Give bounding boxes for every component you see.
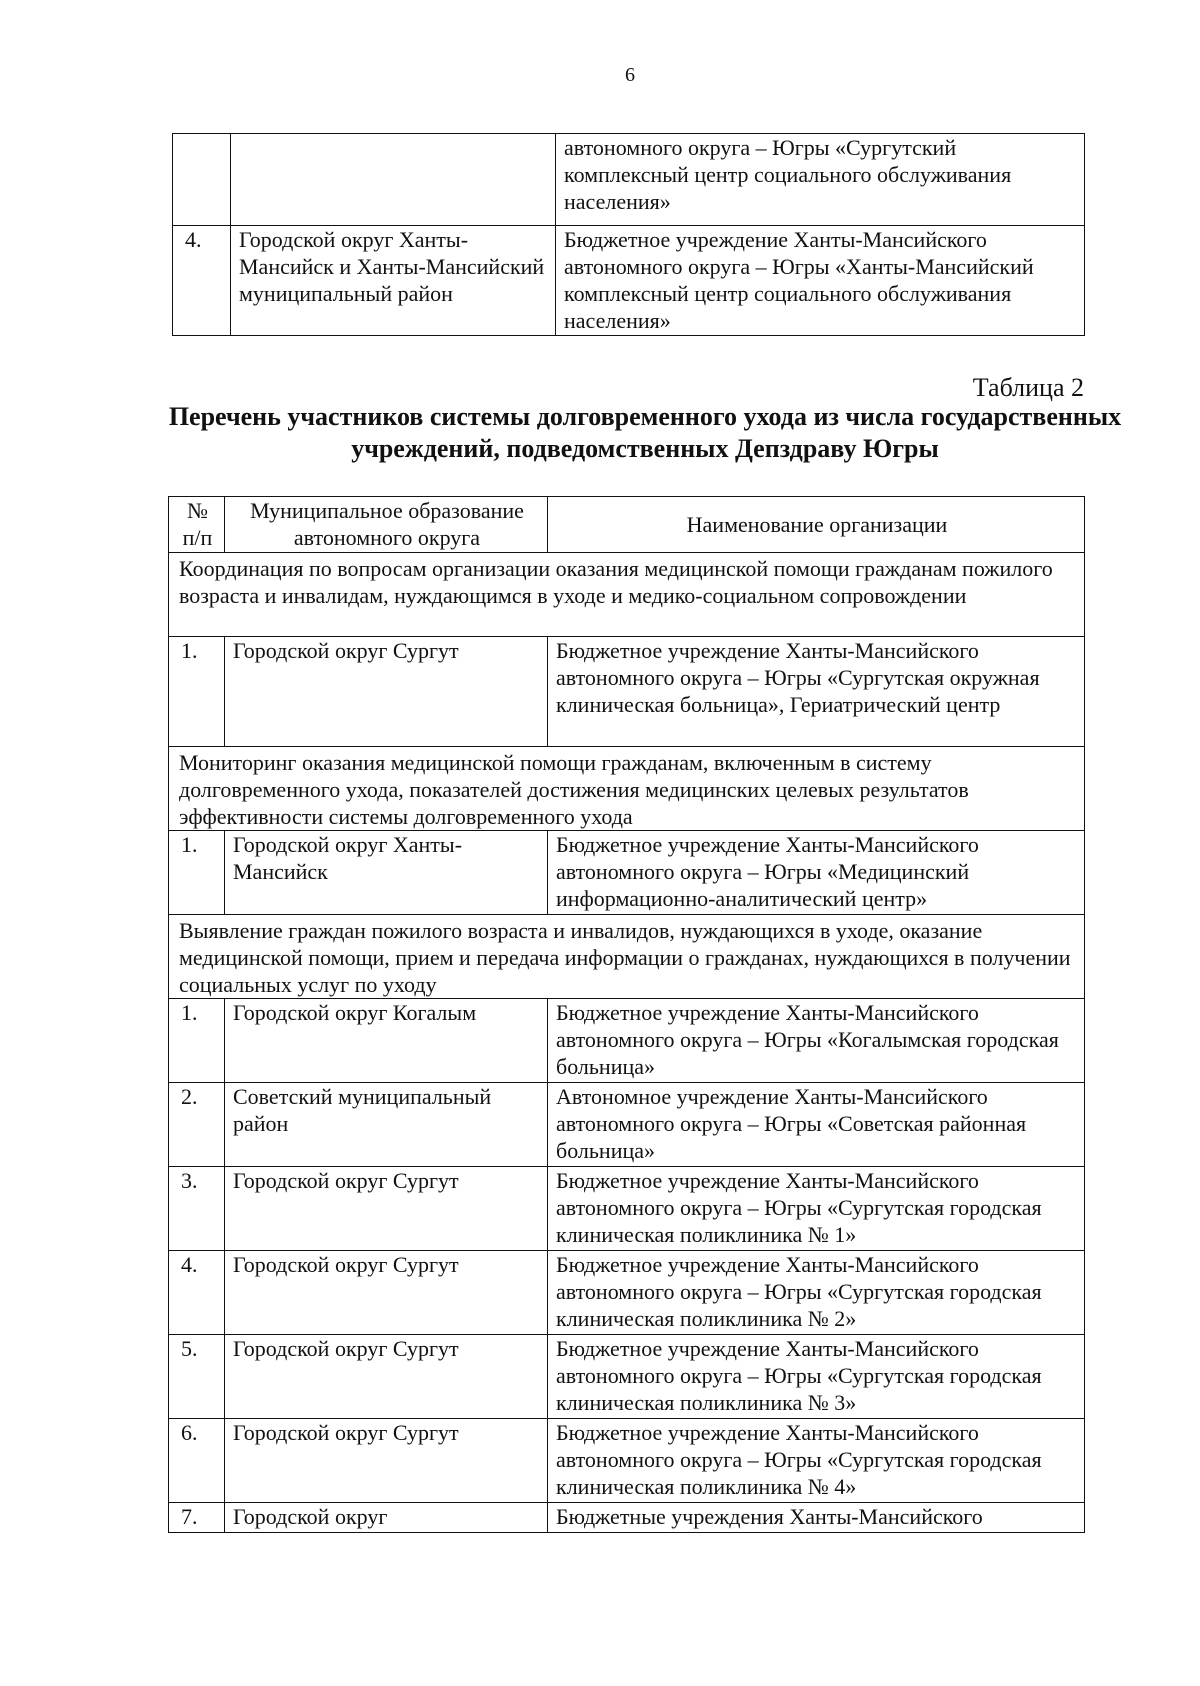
header-num: № п/п	[169, 497, 225, 553]
municipality-cell: Городской округ Сургут	[225, 637, 548, 747]
table-row	[169, 1503, 1085, 1533]
table-row	[169, 1251, 1085, 1335]
organization-cell: Автономное учреждение Ханты-Мансийского автономного округа – Югры «Советская районная больница»	[548, 1083, 1085, 1167]
page-number: 6	[625, 64, 635, 86]
row-number: 1.	[169, 999, 225, 1083]
row-number: 7.	[169, 1503, 225, 1533]
table-row	[173, 134, 1085, 226]
section-row	[169, 747, 1085, 831]
row-number: 1.	[169, 831, 225, 915]
row-number: 4.	[169, 1251, 225, 1335]
municipality-cell: Городской округ Когалым	[225, 999, 548, 1083]
table-caption: Таблица 2	[972, 373, 1084, 402]
organization-cell: Бюджетное учреждение Ханты-Мансийского автономного округа – Югры «Сургутская городская клиническая поликлиника № 1»	[548, 1167, 1085, 1251]
municipality-cell: Городской округ Сургут	[225, 1335, 548, 1419]
organization-cell: автономного округа – Югры «Сургутский комплексный центр социального обслуживания населения»	[556, 134, 1085, 226]
section-title: Координация по вопросам организации оказания медицинской помощи гражданам пожилого возраста и инвалидам, нуждающимся в уходе и медико-социальном сопровождении	[169, 553, 1085, 637]
municipality-cell: Городской округ Сургут	[225, 1251, 548, 1335]
header-organization: Наименование организации	[548, 497, 1085, 553]
table-title: Перечень участников системы долговременного ухода из числа государственных учреждений, подведомственных Депздраву Югры	[168, 402, 1122, 463]
row-number: 4.	[173, 226, 231, 336]
section-title: Мониторинг оказания медицинской помощи гражданам, включенным в систему долговременного ухода, показателей достижения медицинских целевых результатов эффективности системы долговременного ухода	[169, 747, 1085, 831]
section-row	[169, 915, 1085, 999]
section-row	[169, 553, 1085, 637]
organization-cell: Бюджетное учреждение Ханты-Мансийского автономного округа – Югры «Ханты-Мансийский комплексный центр социального обслуживания населения»	[556, 226, 1085, 336]
row-number	[173, 134, 231, 226]
table-row	[169, 831, 1085, 915]
header-municipality: Муниципальное образование автономного округа	[225, 497, 548, 553]
organization-cell: Бюджетные учреждения Ханты-Мансийского	[548, 1503, 1085, 1533]
municipality-cell: Городской округ Ханты-Мансийск	[225, 831, 548, 915]
table-1-continuation	[172, 133, 1085, 336]
organization-cell: Бюджетное учреждение Ханты-Мансийского автономного округа – Югры «Сургутская окружная клиническая больница», Гериатрический центр	[548, 637, 1085, 747]
row-number: 6.	[169, 1419, 225, 1503]
table-row	[169, 1335, 1085, 1419]
organization-cell: Бюджетное учреждение Ханты-Мансийского автономного округа – Югры «Сургутская городская клиническая поликлиника № 2»	[548, 1251, 1085, 1335]
table-row	[169, 1419, 1085, 1503]
municipality-cell: Городской округ Сургут	[225, 1419, 548, 1503]
table-row	[169, 999, 1085, 1083]
municipality-cell	[231, 134, 556, 226]
row-number: 5.	[169, 1335, 225, 1419]
table-row	[169, 637, 1085, 747]
table-row	[169, 1167, 1085, 1251]
municipality-cell: Городской округ Сургут	[225, 1167, 548, 1251]
municipality-cell: Городской округ	[225, 1503, 548, 1533]
organization-cell: Бюджетное учреждение Ханты-Мансийского автономного округа – Югры «Медицинский информационно-аналитический центр»	[548, 831, 1085, 915]
table-row	[169, 1083, 1085, 1167]
organization-cell: Бюджетное учреждение Ханты-Мансийского автономного округа – Югры «Сургутская городская клиническая поликлиника № 3»	[548, 1335, 1085, 1419]
organization-cell: Бюджетное учреждение Ханты-Мансийского автономного округа – Югры «Сургутская городская клиническая поликлиника № 4»	[548, 1419, 1085, 1503]
row-number: 1.	[169, 637, 225, 747]
section-title: Выявление граждан пожилого возраста и инвалидов, нуждающихся в уходе, оказание медицинской помощи, прием и передача информации о гражданах, нуждающихся в получении социальных услуг по уходу	[169, 915, 1085, 999]
row-number: 3.	[169, 1167, 225, 1251]
table-2	[168, 496, 1085, 1533]
municipality-cell: Советский муниципальный район	[225, 1083, 548, 1167]
municipality-cell: Городской округ Ханты-Мансийск и Ханты-Мансийский муниципальный район	[231, 226, 556, 336]
row-number: 2.	[169, 1083, 225, 1167]
table-header-row	[169, 497, 1085, 553]
table-row	[173, 226, 1085, 336]
organization-cell: Бюджетное учреждение Ханты-Мансийского автономного округа – Югры «Когалымская городская больница»	[548, 999, 1085, 1083]
